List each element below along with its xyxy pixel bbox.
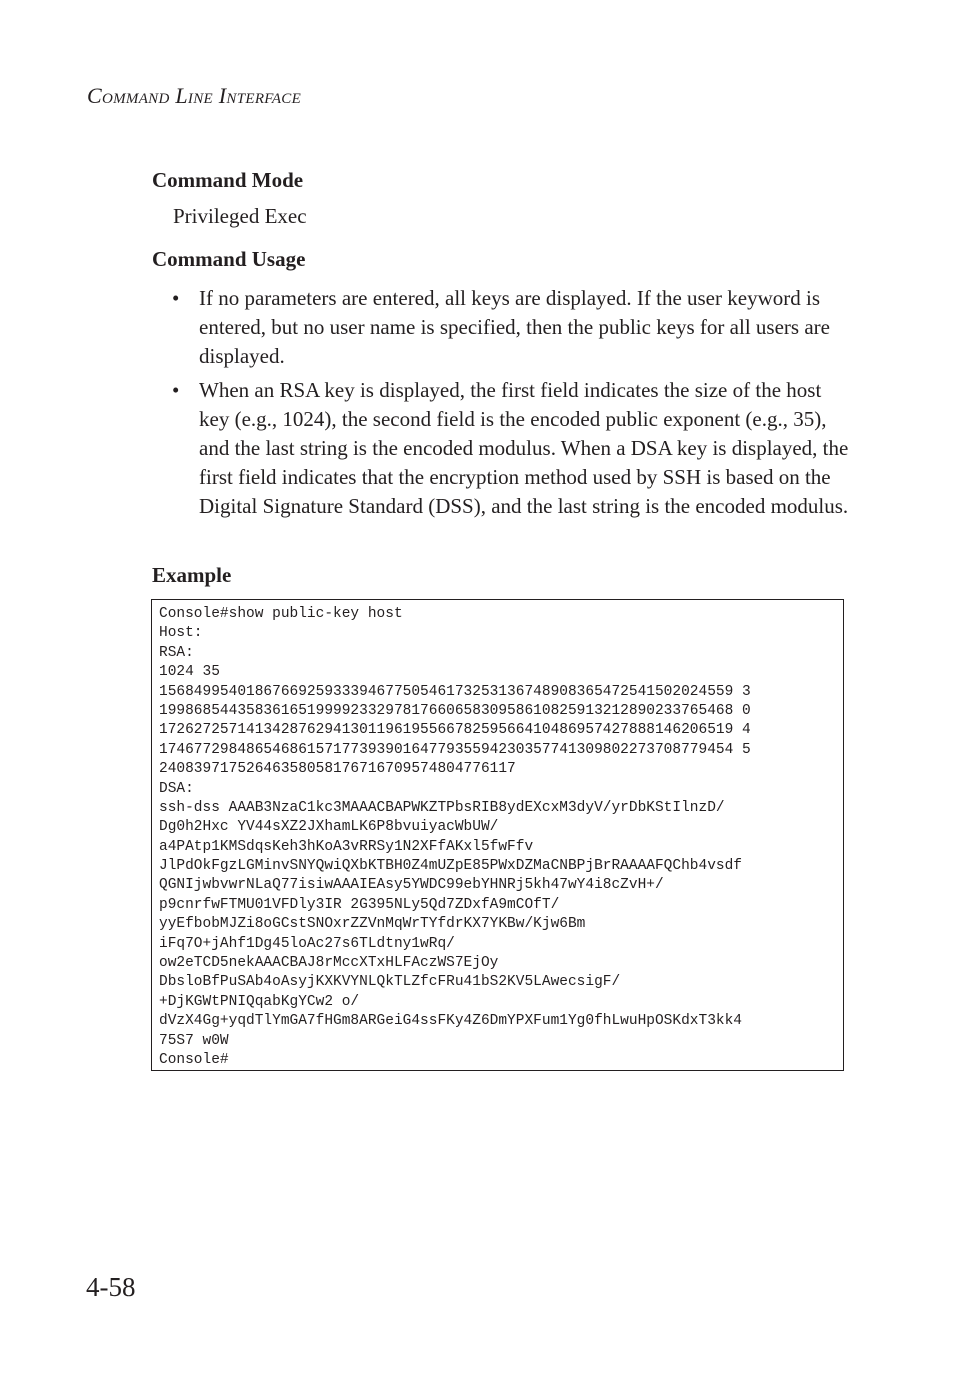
usage-item [170, 284, 850, 371]
usage-item-text: If no parameters are entered, all keys are displayed. If the user keyword is entered, but no user name is specified, then the public keys for all users are displayed. [199, 286, 830, 368]
code-line: Dg0h2Hxc YV44sXZ2JXhamLK6P8bvuiyacWbUW/ [159, 819, 499, 836]
code-line: 156849954018676692593339467750546173253136748908365472541502024559 3 [159, 683, 751, 700]
code-line: 199868544358361651999923329781766065830958610825913212890233765468 0 [159, 702, 751, 719]
command-usage-list [170, 284, 850, 526]
code-line: DbsloBfPuSAb4oAsyjKXKVYNLQkTLZfcFRu41bS2KV5LAwecsigF/ [159, 974, 621, 991]
code-line: Console#show public-key host [159, 606, 403, 622]
code-line: Console# [159, 1051, 229, 1068]
code-line: 75S7 w0W [159, 1032, 229, 1049]
code-line: 24083971752646358058176716709574804776117 [159, 761, 516, 778]
code-line: ow2eTCD5nekAAACBAJ8rMccXTxHLFAczWS7EjOy [159, 955, 499, 972]
bullet-icon: • [172, 286, 180, 310]
code-line: Host: [159, 625, 203, 642]
code-line: ssh-dss AAAB3NzaC1kc3MAAACBAPWKZTPbsRIB8ydEXcxM3dyV/yrDbKStIlnzD/ [159, 799, 725, 816]
code-line: dVzX4Gg+yqdTlYmGA7fHGm8ARGeiG4ssFKy4Z6DmYPXFum1Yg0fhLwuHpOSKdxT3kk4 [159, 1013, 742, 1030]
code-line: iFq7O+jAhf1Dg45loAc27s6TLdtny1wRq/ [159, 935, 455, 952]
usage-item [170, 376, 850, 521]
running-header: Command Line Interface [87, 83, 302, 108]
code-line: JlPdOkFgzLGMinvSNYQwiQXbKTBH0Z4mUZpE85PWxDZMaCNBPjBrRAAAAFQChb4vsdf [159, 858, 742, 875]
code-line: 174677298486546861571773939016477935594230357741309802273708779454 5 [159, 741, 751, 758]
example-code-box [151, 599, 844, 1071]
code-line: DSA: [159, 780, 194, 797]
usage-item-text: When an RSA key is displayed, the first field indicates the size of the host key (e.g., 1024), the second field is the encoded public exponent (e.g., 35), and the last string is the encoded modulus. When a DSA key is displayed, the first field indicates that the encryption method used by SSH is based on the Digital Signature Standard (DSS), and the last string is the encoded modulus. [199, 378, 849, 518]
code-line: p9cnrfwFTMU01VFDly3IR 2G395NLy5Qd7ZDxfA9mCOfT/ [159, 896, 560, 913]
code-line: yyEfbobMJZi8oGCstSNOxrZZVnMqWrTYfdrKX7YKBw/Kjw6Bm [159, 916, 586, 933]
code-line: +DjKGWtPNIQqabKgYCw2 o/ [159, 993, 360, 1010]
command-usage-heading: Command Usage [152, 247, 306, 271]
code-line: 1024 35 [159, 664, 220, 681]
page-number: 4-58 [86, 1272, 136, 1302]
example-heading: Example [152, 563, 232, 587]
command-mode-heading: Command Mode [152, 168, 304, 192]
code-line: a4PAtp1KMSdqsKeh3hKoA3vRRSy1N2XFfAKxl5fwFfv [159, 838, 534, 855]
code-line: QGNIjwbvwrNLaQ77isiwAAAIEAsy5YWDC99ebYHNRj5kh47wY4i8cZvH+/ [159, 877, 664, 894]
bullet-icon: • [172, 378, 180, 402]
code-line: 172627257141342876294130119619556678259566410486957427888146206519 4 [159, 722, 751, 739]
code-line: RSA: [159, 644, 194, 661]
command-mode-text: Privileged Exec [173, 204, 307, 228]
